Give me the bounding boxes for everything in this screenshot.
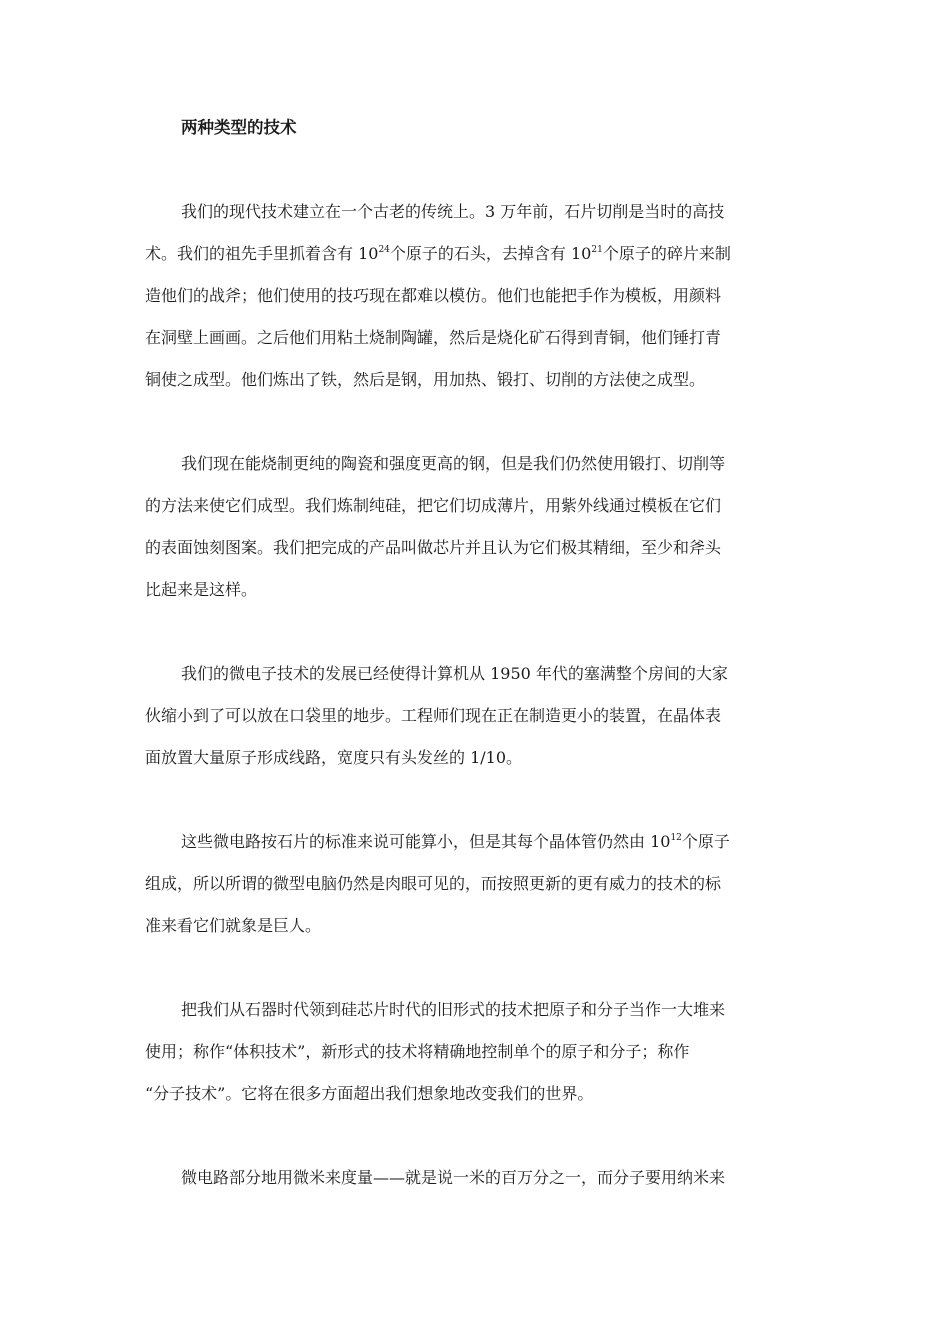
text-line: 铜使之成型。他们炼出了铁，然后是钢，用加热、锻打、切削的方法使之成型。 [145, 370, 706, 389]
paragraph-6 [145, 1157, 810, 1199]
paragraph-3 [145, 653, 810, 779]
text-line: 组成，所以所谓的微型电脑仍然是肉眼可见的，而按照更新的更有威力的技术的标 [145, 874, 722, 893]
paragraph-1 [145, 191, 810, 401]
text-line: 面放置大量原子形成线路，宽度只有头发丝的 1/10。 [145, 748, 523, 767]
exponent: 12 [670, 832, 682, 843]
text-line: 的方法来使它们成型。我们炼制纯硅，把它们切成薄片，用紫外线通过模板在它们 [145, 496, 722, 515]
exponent: 21 [591, 244, 603, 255]
text-line: 比起来是这样。 [145, 580, 258, 599]
paragraph-5 [145, 989, 810, 1115]
text-line: 术。我们的祖先手里抓着含有 $10^{24}$个原子的石头，去掉含有 $10^{21}$个原子的碎片来制 [145, 244, 731, 263]
text-line: “分子技术”。它将在很多方面超出我们想象地改变我们的世界。 [145, 1084, 594, 1103]
text-line: 伙缩小到了可以放在口袋里的地步。工程师们现在正在制造更小的装置，在晶体表 [145, 706, 722, 725]
text-line: 微电路部分地用微米来度量——就是说一米的百万分之一，而分子要用纳米来 [181, 1168, 726, 1187]
text-line: 的表面蚀刻图案。我们把完成的产品叫做芯片并且认为它们极其精细，至少和斧头 [145, 538, 722, 557]
text-line: 这些微电路按石片的标准来说可能算小，但是其每个晶体管仍然由 $10^{12}$个原子 [181, 832, 730, 851]
text-line: 我们现在能烧制更纯的陶瓷和强度更高的钢，但是我们仍然使用锻打、切削等 [181, 454, 726, 473]
text-line: 使用；称作“体积技术”，新形式的技术将精确地控制单个的原子和分子；称作 [145, 1042, 690, 1061]
paragraph-2 [145, 443, 810, 611]
text-line: 把我们从石器时代领到硅芯片时代的旧形式的技术把原子和分子当作一大堆来 [181, 1000, 726, 1019]
text-line: 我们的现代技术建立在一个古老的传统上。3 万年前，石片切削是当时的高技 [181, 202, 725, 221]
text-line: 准来看它们就象是巨人。 [145, 916, 322, 935]
text-line: 造他们的战斧；他们使用的技巧现在都难以模仿。他们也能把手作为模板，用颜料 [145, 286, 722, 305]
text-line: 在洞壁上画画。之后他们用粘土烧制陶罐，然后是烧化矿石得到青铜，他们锤打青 [145, 328, 722, 347]
document-title: 两种类型的技术 [181, 118, 297, 137]
exponent: 24 [378, 244, 390, 255]
text-line: 我们的微电子技术的发展已经使得计算机从 1950 年代的塞满整个房间的大家 [181, 664, 728, 683]
paragraph-4 [145, 821, 810, 947]
